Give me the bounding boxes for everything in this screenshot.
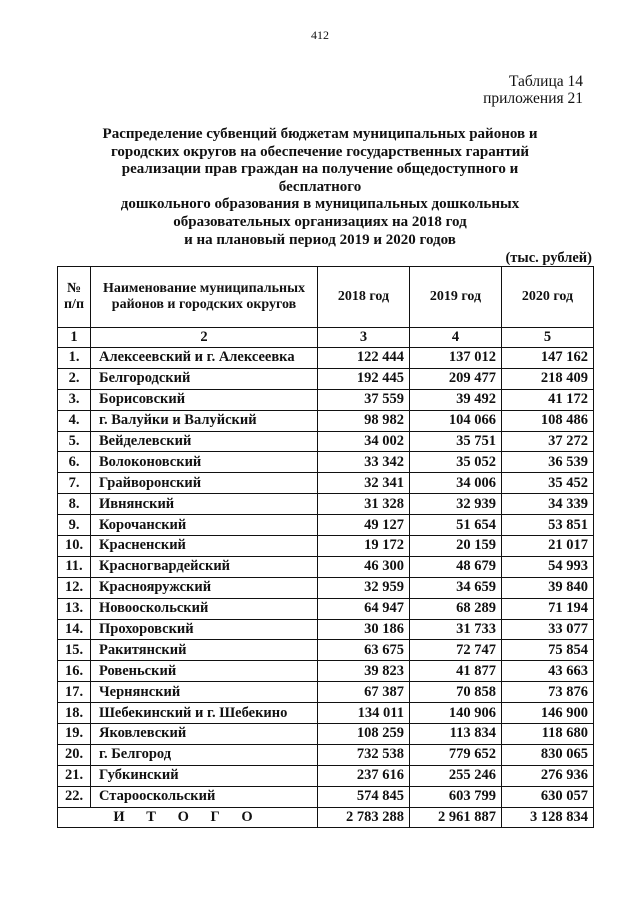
- table-row: [58, 452, 594, 473]
- title-line: Распределение субвенций бюджетам муниципальных районов и: [102, 126, 538, 142]
- value-2018: 37 559: [318, 389, 410, 410]
- district-name: г. Валуйки и Валуйский: [91, 410, 318, 431]
- column-index: 4: [410, 328, 502, 348]
- value-2018: 63 675: [318, 640, 410, 661]
- row-number: 16.: [58, 661, 91, 682]
- value-2019: 603 799: [410, 786, 502, 807]
- table-header-row: [58, 267, 594, 328]
- value-2019: 41 877: [410, 661, 502, 682]
- value-2019: 255 246: [410, 765, 502, 786]
- district-name: Корочанский: [91, 515, 318, 536]
- value-2020: 36 539: [502, 452, 594, 473]
- row-number: 12.: [58, 577, 91, 598]
- row-number: 2.: [58, 368, 91, 389]
- district-name: Красногвардейский: [91, 556, 318, 577]
- row-number: 13.: [58, 598, 91, 619]
- value-2020: 118 680: [502, 724, 594, 745]
- table-row: [58, 703, 594, 724]
- value-2018: 32 341: [318, 473, 410, 494]
- value-2020: 276 936: [502, 765, 594, 786]
- page-number: 412: [311, 28, 329, 42]
- value-2019: 34 006: [410, 473, 502, 494]
- value-2020: 830 065: [502, 744, 594, 765]
- row-number: 15.: [58, 640, 91, 661]
- row-number: 1.: [58, 348, 91, 369]
- subvention-table: [57, 266, 594, 828]
- value-2020: 53 851: [502, 515, 594, 536]
- row-number: 18.: [58, 703, 91, 724]
- column-header-2020: 2020 год: [502, 267, 594, 328]
- district-name: Алексеевский и г. Алексеевка: [91, 348, 318, 369]
- value-2019: 68 289: [410, 598, 502, 619]
- district-name: Старооскольский: [91, 786, 318, 807]
- value-2020: 73 876: [502, 682, 594, 703]
- value-2018: 574 845: [318, 786, 410, 807]
- value-2019: 140 906: [410, 703, 502, 724]
- title-line: городских округов на обеспечение государственных гарантий: [110, 143, 530, 160]
- value-2020: 37 272: [502, 431, 594, 452]
- value-2018: 49 127: [318, 515, 410, 536]
- value-2020: 33 077: [502, 619, 594, 640]
- row-number: 8.: [58, 494, 91, 515]
- district-name: г. Белгород: [91, 744, 318, 765]
- district-name: Ивнянский: [91, 494, 318, 515]
- table-row: [58, 744, 594, 765]
- value-2020: 71 194: [502, 598, 594, 619]
- value-2018: 64 947: [318, 598, 410, 619]
- value-2019: 113 834: [410, 724, 502, 745]
- column-index-row: [58, 328, 594, 348]
- value-2019: 34 659: [410, 577, 502, 598]
- table-row: [58, 661, 594, 682]
- table-row: [58, 473, 594, 494]
- column-index: 2: [91, 328, 318, 348]
- row-number: 17.: [58, 682, 91, 703]
- value-2020: 35 452: [502, 473, 594, 494]
- district-name: Борисовский: [91, 389, 318, 410]
- row-number: 4.: [58, 410, 91, 431]
- value-2018: 33 342: [318, 452, 410, 473]
- column-header-number: № п/п: [58, 267, 91, 328]
- value-2018: 98 982: [318, 410, 410, 431]
- table-row: [58, 577, 594, 598]
- district-name: Новооскольский: [91, 598, 318, 619]
- district-name: Губкинский: [91, 765, 318, 786]
- table-row: [58, 556, 594, 577]
- value-2020: 39 840: [502, 577, 594, 598]
- value-2020: 218 409: [502, 368, 594, 389]
- value-2018: 134 011: [318, 703, 410, 724]
- value-2020: 41 172: [502, 389, 594, 410]
- table-row: [58, 536, 594, 557]
- value-2018: 31 328: [318, 494, 410, 515]
- value-2020: 630 057: [502, 786, 594, 807]
- value-2020: 75 854: [502, 640, 594, 661]
- document-title: [80, 126, 560, 249]
- district-name: Красненский: [91, 536, 318, 557]
- row-number: 20.: [58, 744, 91, 765]
- value-2018: 122 444: [318, 348, 410, 369]
- row-number: 10.: [58, 536, 91, 557]
- value-2019: 31 733: [410, 619, 502, 640]
- value-2019: 779 652: [410, 744, 502, 765]
- value-2018: 237 616: [318, 765, 410, 786]
- total-row: [58, 807, 594, 828]
- district-name: Белгородский: [91, 368, 318, 389]
- district-name: Шебекинский и г. Шебекино: [91, 703, 318, 724]
- table-row: [58, 682, 594, 703]
- table-row: [58, 786, 594, 807]
- table-row: [58, 410, 594, 431]
- value-2018: 732 538: [318, 744, 410, 765]
- value-2018: 67 387: [318, 682, 410, 703]
- district-name: Краснояружский: [91, 577, 318, 598]
- value-2019: 39 492: [410, 389, 502, 410]
- table-row: [58, 640, 594, 661]
- row-number: 11.: [58, 556, 91, 577]
- district-name: Грайворонский: [91, 473, 318, 494]
- district-name: Вейделевский: [91, 431, 318, 452]
- title-line: образовательных организациях на 2018 год: [173, 213, 467, 230]
- value-2020: 108 486: [502, 410, 594, 431]
- value-2019: 209 477: [410, 368, 502, 389]
- column-index: 3: [318, 328, 410, 348]
- total-label: И Т О Г О: [58, 807, 318, 828]
- appendix-label: приложения 21: [483, 90, 583, 107]
- value-2020: 21 017: [502, 536, 594, 557]
- value-2018: 34 002: [318, 431, 410, 452]
- column-header-2018: 2018 год: [318, 267, 410, 328]
- table-row: [58, 368, 594, 389]
- row-number: 3.: [58, 389, 91, 410]
- value-2018: 192 445: [318, 368, 410, 389]
- row-number: 7.: [58, 473, 91, 494]
- title-line: реализации прав граждан на получение общедоступного и бесплатного: [121, 161, 519, 195]
- table-row: [58, 724, 594, 745]
- value-2019: 137 012: [410, 348, 502, 369]
- value-2019: 70 858: [410, 682, 502, 703]
- value-2018: 46 300: [318, 556, 410, 577]
- value-2019: 20 159: [410, 536, 502, 557]
- value-2020: 54 993: [502, 556, 594, 577]
- title-line: дошкольного образования в муниципальных дошкольных: [120, 196, 520, 213]
- table-row: [58, 619, 594, 640]
- table-row: [58, 431, 594, 452]
- value-2020: 43 663: [502, 661, 594, 682]
- value-2019: 72 747: [410, 640, 502, 661]
- row-number: 14.: [58, 619, 91, 640]
- table-row: [58, 389, 594, 410]
- table-row: [58, 348, 594, 369]
- district-name: Яковлевский: [91, 724, 318, 745]
- table-row: [58, 598, 594, 619]
- district-name: Ракитянский: [91, 640, 318, 661]
- row-number: 5.: [58, 431, 91, 452]
- row-number: 19.: [58, 724, 91, 745]
- table-row: [58, 515, 594, 536]
- district-name: Чернянский: [91, 682, 318, 703]
- table-row: [58, 494, 594, 515]
- district-name: Волоконовский: [91, 452, 318, 473]
- value-2018: 39 823: [318, 661, 410, 682]
- district-name: Прохоровский: [91, 619, 318, 640]
- total-2020: 3 128 834: [502, 807, 594, 828]
- row-number: 9.: [58, 515, 91, 536]
- column-index: 1: [58, 328, 91, 348]
- value-2019: 51 654: [410, 515, 502, 536]
- value-2020: 146 900: [502, 703, 594, 724]
- row-number: 6.: [58, 452, 91, 473]
- value-2019: 35 052: [410, 452, 502, 473]
- table-label: Таблица 14: [508, 73, 583, 90]
- value-2019: 32 939: [410, 494, 502, 515]
- value-2019: 48 679: [410, 556, 502, 577]
- value-2018: 30 186: [318, 619, 410, 640]
- table-reference: [363, 73, 583, 107]
- units-label: (тыс. рублей): [505, 250, 592, 266]
- total-2019: 2 961 887: [410, 807, 502, 828]
- row-number: 22.: [58, 786, 91, 807]
- column-index: 5: [502, 328, 594, 348]
- value-2019: 35 751: [410, 431, 502, 452]
- column-header-name: Наименование муниципальных районов и городских округов: [91, 267, 318, 328]
- row-number: 21.: [58, 765, 91, 786]
- value-2018: 19 172: [318, 536, 410, 557]
- value-2020: 147 162: [502, 348, 594, 369]
- value-2018: 32 959: [318, 577, 410, 598]
- district-name: Ровеньский: [91, 661, 318, 682]
- value-2019: 104 066: [410, 410, 502, 431]
- value-2018: 108 259: [318, 724, 410, 745]
- title-line: и на плановый период 2019 и 2020 годов: [184, 231, 456, 248]
- total-2018: 2 783 288: [318, 807, 410, 828]
- table-row: [58, 765, 594, 786]
- column-header-2019: 2019 год: [410, 267, 502, 328]
- value-2020: 34 339: [502, 494, 594, 515]
